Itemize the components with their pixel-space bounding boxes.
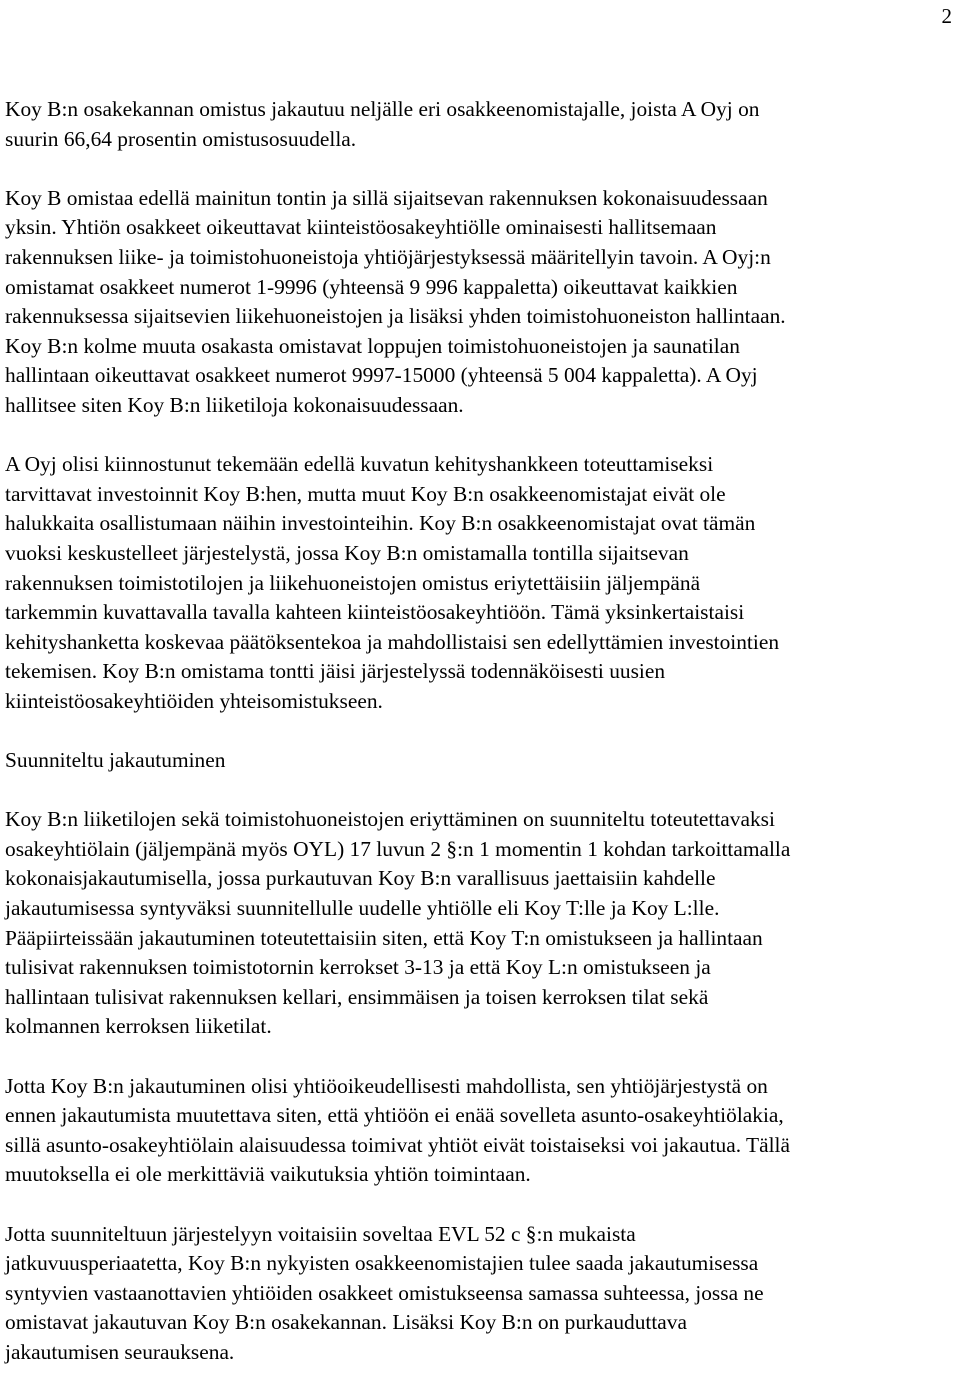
paragraph-spacer: [5, 776, 953, 806]
paragraph-spacer: [5, 716, 953, 746]
paragraph-spacer: [5, 421, 953, 451]
paragraph-continuity: Jotta suunniteltuun järjestelyyn voitaisiin soveltaa EVL 52 c §:n mukaista jatkuvuusperiaatetta, Koy B:n nykyisten osakkeenomistajien tulee saada jakautumisessa syntyvien vastaanottavien yhtiöiden osakkeet omistukseensa samassa suhteessa, jossa ne omistavat jakautuvan Koy B:n osakekannan. Lisäksi Koy B:n on purkauduttava jakautumisen seurauksena.: [5, 1221, 764, 1364]
paragraph-articles-change: Jotta Koy B:n jakautuminen olisi yhtiöoikeudellisesti mahdollista, sen yhtiöjärjestystä on ennen jakautumista muutettava siten, että yhtiöön ei enää sovelleta asunto-osakeyhtiölakia, sillä asunto-osakeyhtiölain alaisuudessa toimivat yhtiöt eivät toistaiseksi voi jakautua. Tällä muutoksella ei ole merkittäviä vaikutuksia yhtiön toimintaan.: [5, 1073, 790, 1187]
paragraph-ownership: Koy B:n osakekannan omistus jakautuu neljälle eri osakkeenomistajalle, joista A Oyj on suurin 66,64 prosentin omistusosuudella.: [5, 97, 760, 151]
paragraph-spacer: [5, 1042, 953, 1072]
paragraph-demerger-plan: Koy B:n liiketilojen sekä toimistohuoneistojen eriyttäminen on suunniteltu toteutettavaksi osakeyhtiölain (jäljempänä myös OYL) 17 luvun 2 §:n 1 momentin 1 kohdan tarkoittamalla kokonaisjakautumisella, jossa purkautuvan Koy B:n varallisuus jaettaisiin kahdelle jakautumisessa syntyväksi suunnitellulle uudelle yhtiölle eli Koy T:lle ja Koy L:lle. Pääpiirteissään jakautuminen toteutettaisiin siten, että Koy T:n omistukseen ja hallintaan tulisivat rakennuksen toimistotornin kerrokset 3-13 ja että Koy L:n omistukseen ja hallintaan tulisivat rakennuksen kellari, ensimmäisen ja toisen kerroksen tilat sekä kolmannen kerroksen liiketilat.: [5, 807, 791, 1039]
page-number: 2: [941, 4, 952, 28]
document-body: [5, 95, 953, 1368]
paragraph-property: Koy B omistaa edellä mainitun tontin ja sillä sijaitsevan rakennuksen kokonaisuudessaan yksin. Yhtiön osakkeet oikeuttavat kiinteistöosakeyhtiölle ominaisesti hallitsemaan rakennuksen liike- ja toimistohuoneistoja yhtiöjärjestyksessä määritellyin tavoin. A Oyj:n omistamat osakkeet numerot 1-9996 (yhteensä 9 996 kappaletta) oikeuttavat kaikkien rakennuksessa sijaitsevien liikehuoneistojen ja lisäksi yhden toimistohuoneiston hallintaan. Koy B:n kolme muuta osakasta omistavat loppujen toimistohuoneistojen ja saunatilan hallintaan oikeuttavat osakkeet numerot 9997-15000 (yhteensä 5 004 kappaletta). A Oyj hallitsee siten Koy B:n liiketiloja kokonaisuudessaan.: [5, 185, 786, 417]
paragraph-spacer: [5, 154, 953, 184]
paragraph-investment: A Oyj olisi kiinnostunut tekemään edellä kuvatun kehityshankkeen toteuttamiseksi tarvittavat investoinnit Koy B:hen, mutta muut Koy B:n osakkeenomistajat eivät ole halukkaita osallistumaan näihin investointeihin. Koy B:n osakkeenomistajat ovat tämän vuoksi keskustelleet järjestelystä, jossa Koy B:n omistamalla tontilla sijaitsevan rakennuksen toimistotilojen ja liikehuoneistojen omistus eriytettäisiin jäljempänä tarkemmin kuvattavalla tavalla kahteen kiinteistöosakeyhtiöön. Tämä yksinkertaistaisi kehityshanketta koskevaa päätöksentekoa ja mahdollistaisi sen edellyttämien investointien tekemisen. Koy B:n omistama tontti jäisi järjestelyssä todennäköisesti uusien kiinteistöosakeyhtiöiden yhteisomistukseen.: [5, 452, 780, 713]
section-heading: Suunniteltu jakautuminen: [5, 748, 226, 773]
paragraph-spacer: [5, 1190, 953, 1220]
